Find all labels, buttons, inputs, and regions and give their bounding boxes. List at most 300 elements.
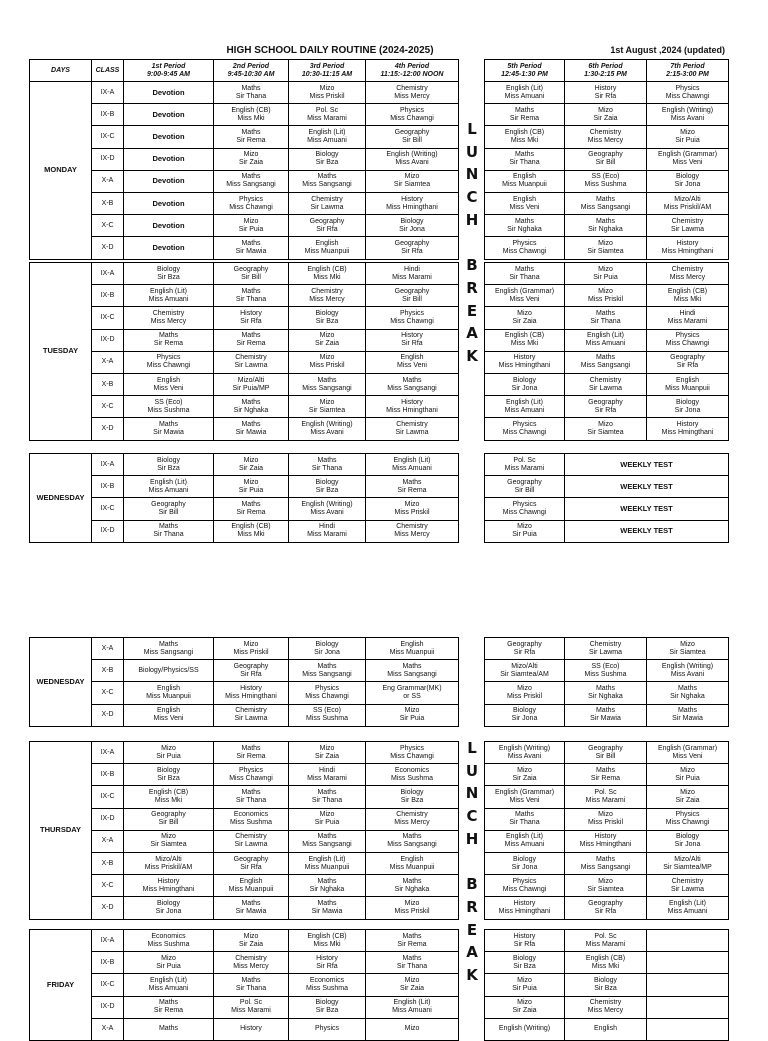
period-cell <box>565 307 647 329</box>
class-label: X-A <box>92 638 124 660</box>
period-cell <box>485 192 565 214</box>
period-cell <box>289 418 366 440</box>
period-cell <box>214 830 289 852</box>
period-cell <box>485 660 565 682</box>
period-cell <box>647 830 729 852</box>
subject: Maths <box>514 217 535 225</box>
period-cell <box>289 237 366 259</box>
teacher: Miss Amuani <box>307 136 347 144</box>
period-cell <box>289 830 366 852</box>
teacher: Miss Marami <box>307 531 347 539</box>
period-cell <box>124 498 214 520</box>
teacher: Miss Sangsangi <box>580 203 631 211</box>
period-cell <box>366 996 459 1018</box>
subject: Biology <box>157 899 180 907</box>
day-label: TUESDAY <box>30 263 92 441</box>
teacher: Sir Rfa <box>594 406 617 414</box>
teacher: Miss Avani <box>507 752 542 760</box>
class-label: X-C <box>92 682 124 704</box>
teacher: Sir Bza <box>315 486 339 494</box>
teacher: Miss Sushma <box>584 181 627 189</box>
subject: Devotion <box>152 154 185 164</box>
teacher: Sir Rfa <box>401 340 423 348</box>
subject: English (Grammar) <box>494 788 555 796</box>
period-cell <box>289 192 366 214</box>
subject: Geography <box>394 287 430 295</box>
period-cell <box>214 351 289 373</box>
subject: Biology <box>676 398 699 406</box>
period-cell <box>565 808 647 830</box>
class-label: IX-A <box>92 263 124 285</box>
teacher: Sir Bill <box>158 819 179 827</box>
teacher: Sir Nghaka <box>670 692 705 700</box>
table-row <box>30 996 459 1018</box>
period-cell <box>214 454 289 476</box>
period-cell <box>647 852 729 874</box>
teacher: Sir Lawma <box>395 428 429 436</box>
teacher: Sir Zaia <box>675 796 700 804</box>
period-cell <box>565 996 647 1018</box>
table-row <box>485 996 729 1018</box>
teacher: Miss Chawngi <box>665 92 710 100</box>
teacher: Sir Bza <box>315 317 339 325</box>
table-row <box>485 742 729 764</box>
period-cell <box>565 148 647 170</box>
class-label: IX-D <box>92 148 124 170</box>
subject: Maths <box>677 684 698 692</box>
period-cell <box>485 329 565 351</box>
period-cell <box>289 476 366 498</box>
class-label: IX-D <box>92 520 124 542</box>
class-label: X-D <box>92 897 124 919</box>
lunch-letter: B <box>466 875 478 894</box>
class-label: IX-D <box>92 329 124 351</box>
period-cell <box>485 82 565 104</box>
period-cell <box>289 952 366 974</box>
period-cell <box>289 974 366 996</box>
period-cell <box>485 373 565 395</box>
teacher: Sir Lawma <box>310 203 344 211</box>
teacher: Miss Mercy <box>394 531 430 539</box>
table-row <box>30 329 459 351</box>
schedule-table-thursday <box>29 741 459 920</box>
teacher: Miss Priskil/AM <box>144 863 193 871</box>
period-cell <box>124 263 214 285</box>
subject: Biology <box>157 766 180 774</box>
teacher: Sir Rema <box>590 774 621 782</box>
subject: Maths <box>241 500 261 508</box>
subject: Pol. Sc <box>594 788 617 796</box>
day-label: WEDNESDAY <box>30 454 92 543</box>
teacher: Sir Bill <box>158 508 179 516</box>
subject: English <box>157 376 180 384</box>
teacher: Miss Marami <box>667 317 708 325</box>
teacher: Miss Hmingthani <box>225 692 277 700</box>
period-cell <box>647 996 729 1018</box>
period-cell <box>366 192 459 214</box>
table-row <box>30 307 459 329</box>
teacher: Miss Muanpuii <box>228 885 274 893</box>
lunch-letter: B <box>466 256 478 275</box>
period-cell <box>565 704 647 726</box>
teacher: Sir Mawia <box>235 247 267 255</box>
teacher: Miss Priskil/AM <box>663 203 712 211</box>
subject: Maths <box>595 354 616 362</box>
class-label: IX-A <box>92 930 124 952</box>
period-cell <box>647 104 729 126</box>
period-5-header: 5th Period 12:45-1:30 PM <box>485 60 565 82</box>
teacher: Miss Marami <box>504 464 545 472</box>
teacher: Sir Lawma <box>670 885 705 893</box>
period-cell <box>485 418 565 440</box>
teacher: Miss Sangsangi <box>387 384 437 392</box>
teacher: Miss Mki <box>510 136 539 144</box>
lunch-break-label <box>462 118 482 368</box>
period-cell <box>565 682 647 704</box>
teacher: Miss Amuani <box>667 907 708 915</box>
subject: Maths <box>402 376 422 384</box>
period-cell <box>214 852 289 874</box>
page-title: HIGH SCHOOL DAILY ROUTINE (2024-2025) <box>226 45 434 56</box>
period-cell <box>214 1018 289 1040</box>
subject: Maths <box>595 855 616 863</box>
teacher: Miss Chawngi <box>146 362 191 370</box>
table-row <box>30 742 459 764</box>
period-cell <box>647 418 729 440</box>
updated-date: 1st August ,2024 (updated) <box>610 45 725 55</box>
subject: Chemistry <box>671 265 704 273</box>
class-label: X-C <box>92 396 124 418</box>
table-row <box>485 476 729 498</box>
teacher: Miss Veni <box>672 752 703 760</box>
period-cell <box>124 852 214 874</box>
period-cell <box>366 897 459 919</box>
teacher: Sir Mawia <box>590 715 621 723</box>
period-cell <box>485 808 565 830</box>
period-cell <box>647 148 729 170</box>
table-row <box>485 148 729 170</box>
teacher: Miss Priskil <box>309 92 345 100</box>
subject: English (Writing) <box>661 106 714 114</box>
subject: Maths <box>402 954 422 962</box>
table-row <box>485 263 729 285</box>
period-cell <box>289 1018 366 1040</box>
subject: Maths <box>241 398 261 406</box>
teacher: Sir Rema <box>153 1007 184 1015</box>
subject: Mizo <box>404 707 420 715</box>
teacher: Sir Rema <box>236 136 266 144</box>
teacher: Miss Chawngi <box>502 247 547 255</box>
subject: History <box>513 354 536 362</box>
period-cell <box>485 215 565 237</box>
table-row <box>485 682 729 704</box>
subject: Devotion <box>152 198 185 208</box>
teacher: Sir Bza <box>594 984 617 992</box>
period-cell <box>124 396 214 418</box>
subject: History <box>513 899 536 907</box>
period-cell <box>485 498 565 520</box>
period-cell <box>366 852 459 874</box>
period-2-header: 2nd Period 9:45-10:30 AM <box>214 60 289 82</box>
period-cell <box>214 237 289 259</box>
teacher: Miss Sushma <box>305 715 348 723</box>
teacher: Miss Avani <box>670 114 705 122</box>
period-cell <box>366 285 459 307</box>
teacher: Miss Priskil <box>588 819 623 827</box>
teacher: Sir Jona <box>674 181 701 189</box>
schedule-table-tuesday <box>29 262 459 441</box>
teacher: Miss Sushma <box>229 819 272 827</box>
teacher: Miss Veni <box>153 384 184 392</box>
class-label: IX-B <box>92 764 124 786</box>
subject: Pol. Sc <box>513 456 536 464</box>
period-cell <box>289 742 366 764</box>
teacher: Miss Mki <box>237 114 265 122</box>
teacher: Sir Thana <box>509 819 540 827</box>
teacher: Miss Amuani <box>392 1007 432 1015</box>
table-row <box>30 104 459 126</box>
period-cell <box>485 307 565 329</box>
period-cell <box>366 373 459 395</box>
teacher: Miss Priskil <box>309 362 345 370</box>
teacher: Sir Puia <box>512 984 537 992</box>
period-cell <box>214 704 289 726</box>
teacher: Sir Rfa <box>594 92 617 100</box>
period-cell <box>647 351 729 373</box>
period-cell <box>647 786 729 808</box>
period-cell <box>289 660 366 682</box>
subject: English <box>400 640 424 648</box>
teacher: Sir Jona <box>155 907 182 915</box>
period-cell <box>485 476 565 498</box>
teacher: Miss Priskil <box>394 508 430 516</box>
class-label: X-C <box>92 215 124 237</box>
subject: English (Lit) <box>150 287 187 295</box>
period-cell <box>366 263 459 285</box>
teacher: Sir Mawia <box>235 428 267 436</box>
period-cell <box>366 476 459 498</box>
subject: Maths <box>241 744 261 752</box>
teacher: Sir Lawma <box>588 384 623 392</box>
period-cell <box>366 638 459 660</box>
period-cell <box>214 263 289 285</box>
period-cell <box>647 704 729 726</box>
period-cell <box>214 396 289 418</box>
table-row <box>485 215 729 237</box>
teacher: Sir Jona <box>511 715 538 723</box>
subject: English (Lit) <box>308 855 346 863</box>
period-cell <box>124 742 214 764</box>
teacher: Sir Puia <box>156 752 181 760</box>
period-cell <box>289 170 366 192</box>
day-label: WEDNESDAY <box>30 638 92 727</box>
period-cell <box>214 104 289 126</box>
teacher: Sir Rema <box>236 508 266 516</box>
teacher: Sir Lawma <box>234 715 268 723</box>
period-cell <box>485 396 565 418</box>
subject: Maths <box>317 376 337 384</box>
subject: Mizo <box>243 640 259 648</box>
period-cell <box>366 418 459 440</box>
subject: Physics <box>238 766 264 774</box>
teacher: Miss Amuani <box>504 92 545 100</box>
period-cell <box>289 852 366 874</box>
subject: Mizo <box>598 287 613 295</box>
class-label: X-A <box>92 830 124 852</box>
period-cell <box>289 875 366 897</box>
subject: English (Writing) <box>498 1025 551 1033</box>
teacher: Sir Bza <box>315 1007 339 1015</box>
subject: Mizo <box>598 265 613 273</box>
subject: History <box>401 195 423 203</box>
table-row <box>485 104 729 126</box>
class-label: X-B <box>92 660 124 682</box>
subject: Maths <box>677 707 698 715</box>
subject: Biology <box>315 999 339 1007</box>
teacher: Sir Lawma <box>588 648 623 656</box>
period-cell <box>124 830 214 852</box>
subject: English (Writing) <box>498 744 551 752</box>
teacher: Sir Bza <box>315 159 339 167</box>
subject: Biology <box>676 833 699 841</box>
subject: Chemistry <box>235 354 267 362</box>
class-label: IX-C <box>92 126 124 148</box>
subject: English (Grammar) <box>657 744 718 752</box>
period-cell <box>124 660 214 682</box>
period-cell <box>565 852 647 874</box>
teacher: Miss Hmingthani <box>661 247 714 255</box>
period-cell <box>647 396 729 418</box>
table-row <box>485 396 729 418</box>
teacher: Sir Rema <box>397 940 427 948</box>
subject: Biology <box>315 640 339 648</box>
teacher: Sir Thana <box>509 159 540 167</box>
period-cell <box>124 373 214 395</box>
subject: English <box>513 195 536 203</box>
subject: English (CB) <box>504 332 545 340</box>
lunch-letter: C <box>466 188 478 207</box>
teacher: Miss Sangsangi <box>143 648 194 656</box>
period-cell <box>124 104 214 126</box>
period-cell <box>289 454 366 476</box>
subject: Maths <box>158 332 179 340</box>
subject: Eng Grammar(MK) <box>382 684 442 692</box>
period-cell <box>366 952 459 974</box>
teacher: Sir Rema <box>153 340 184 348</box>
subject: Mizo <box>680 128 695 136</box>
table-row <box>30 396 459 418</box>
subject: Biology <box>513 954 536 962</box>
period-cell <box>366 396 459 418</box>
table-row <box>30 830 459 852</box>
class-label: X-A <box>92 1018 124 1040</box>
period-cell <box>124 476 214 498</box>
class-label: IX-D <box>92 808 124 830</box>
period-cell <box>565 638 647 660</box>
subject: Mizo/Alti <box>237 376 265 384</box>
subject: Maths <box>241 332 261 340</box>
subject: History <box>157 877 180 885</box>
period-cell <box>289 373 366 395</box>
teacher: Sir Zaia <box>593 114 618 122</box>
period-cell <box>124 638 214 660</box>
subject: Maths <box>402 877 422 885</box>
subject: SS (Eco) <box>591 662 620 670</box>
teacher: Sir Zaia <box>238 464 264 472</box>
teacher: Miss Hmingthani <box>579 841 632 849</box>
table-row <box>30 930 459 952</box>
subject: Mizo <box>517 766 532 774</box>
period-cell <box>289 285 366 307</box>
subject: Maths <box>402 833 422 841</box>
table-row <box>485 660 729 682</box>
subject: Devotion <box>152 242 185 252</box>
teacher: Sir Jona <box>674 406 701 414</box>
period-cell <box>366 830 459 852</box>
subject: Hindi <box>404 265 420 273</box>
subject: Maths <box>241 84 261 92</box>
subject: Mizo <box>161 833 176 841</box>
schedule-table-afternoon <box>484 929 729 1041</box>
teacher: Miss Sushma <box>147 406 190 414</box>
subject: Maths <box>402 662 422 670</box>
subject: English (Lit) <box>506 833 543 841</box>
period-cell <box>565 742 647 764</box>
lunch-letter: A <box>466 943 478 962</box>
subject: Hindi <box>319 766 335 774</box>
teacher: Miss Sangsangi <box>387 670 437 678</box>
teacher: Sir Zaia <box>238 159 264 167</box>
table-row <box>30 682 459 704</box>
subject: Mizo <box>598 420 613 428</box>
subject: Geography <box>507 640 542 648</box>
period-4-header: 4th Period 11:15:-12:00 NOON <box>366 60 459 82</box>
period-cell <box>647 952 729 974</box>
subject: Maths <box>402 932 422 940</box>
period-cell <box>366 682 459 704</box>
subject: English (CB) <box>148 788 189 796</box>
subject: Chemistry <box>671 217 704 225</box>
period-cell <box>124 215 214 237</box>
period-cell <box>565 418 647 440</box>
class-label: IX-C <box>92 498 124 520</box>
teacher: Sir Rfa <box>240 863 262 871</box>
class-label: IX-B <box>92 285 124 307</box>
teacher: Sir Rfa <box>513 648 536 656</box>
subject: Biology <box>315 151 339 159</box>
subject: Chemistry <box>396 811 428 819</box>
teacher: Miss Mercy <box>587 136 624 144</box>
teacher: Miss Avani <box>310 428 344 436</box>
subject: Devotion <box>152 109 185 119</box>
period-cell <box>214 82 289 104</box>
teacher: Sir Siamtea/MP <box>663 863 712 871</box>
teacher: Sir Rema <box>509 114 540 122</box>
subject: English (CB) <box>231 523 271 531</box>
period-cell <box>214 476 289 498</box>
lunch-letter: R <box>466 278 478 297</box>
teacher: Miss Mki <box>313 273 341 281</box>
subject: Physics <box>675 84 700 92</box>
teacher: Sir Bza <box>157 464 180 472</box>
subject: Physics <box>512 239 537 247</box>
subject: Mizo <box>680 788 695 796</box>
subject: Maths <box>595 195 616 203</box>
period-cell <box>565 126 647 148</box>
schedule-table-friday <box>29 929 459 1041</box>
subject: Mizo <box>680 640 695 648</box>
teacher: Sir Lawma <box>670 225 705 233</box>
